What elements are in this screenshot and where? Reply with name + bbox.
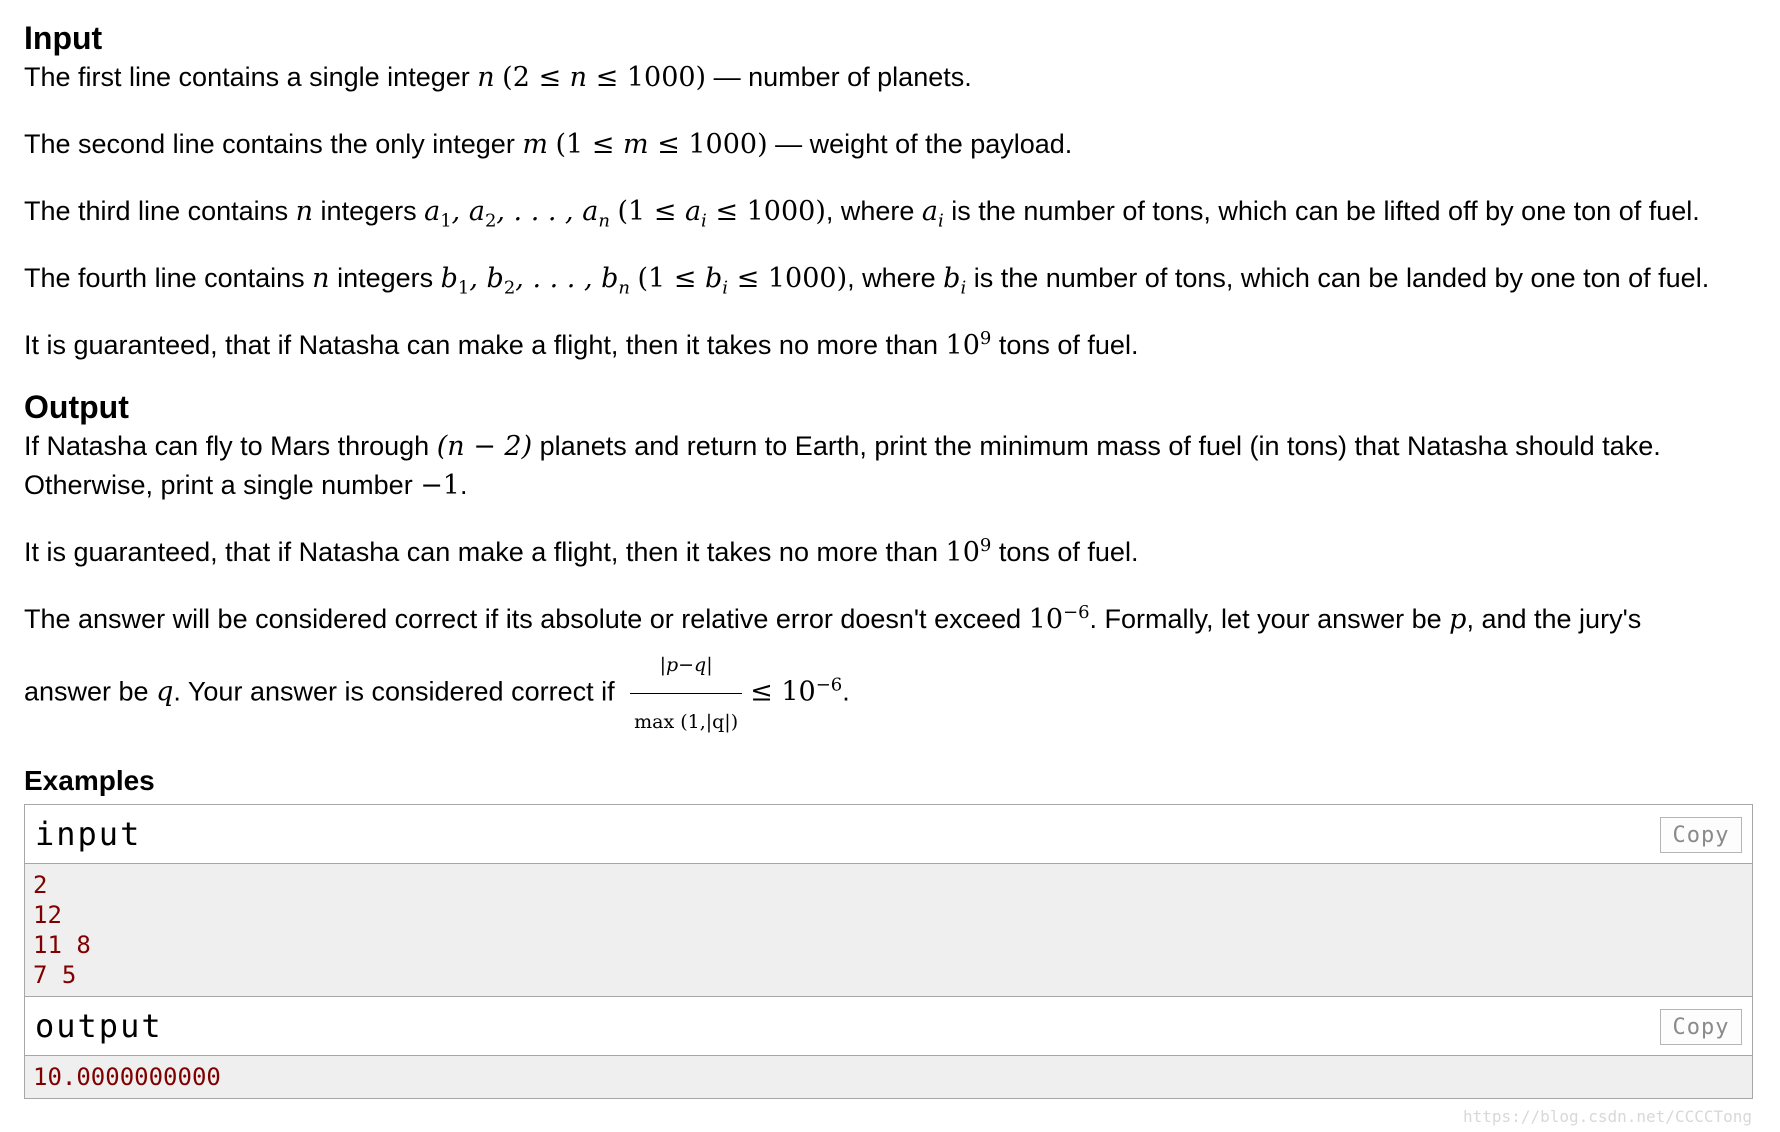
input-line-4: The fourth line contains n integers $b_1$, $b_2$, . . . , $b_n$ $(1 \le b_i \le 1000)$, where $b_i$ is the number of tons, which can be landed by one ton of fuel.: [24, 263, 1710, 299]
example-output-label: output: [35, 1007, 163, 1045]
input-line-1: The first line contains a single integer n (2 ≤ n ≤ 1000) — number of planets.: [24, 62, 972, 93]
copy-input-button[interactable]: Copy: [1660, 817, 1742, 853]
example-input-body: [25, 864, 1752, 996]
example-input-box: [24, 804, 1753, 997]
examples-title: Examples: [24, 765, 155, 796]
output-line-1: If Natasha can fly to Mars through (n − 2) planets and return to Earth, print the minimum mass of fuel (in tons) that Natasha should take.: [24, 431, 1661, 462]
output-section-title: Output: [24, 389, 129, 425]
example-output-body: [25, 1056, 1752, 1098]
example-output-box: [24, 997, 1753, 1099]
output-line-2: Otherwise, print a single number −1.: [24, 470, 468, 501]
error-fraction: $\frac{|p-q|}{\max (1,|q|)}$: [630, 639, 742, 748]
example-input-label: input: [35, 815, 142, 853]
input-line: 11 8: [33, 931, 91, 959]
problem-content: [24, 18, 1754, 1099]
input-line: 7 5: [33, 961, 77, 989]
output-line: 10.0000000000: [33, 1063, 221, 1091]
example-output-header: [25, 997, 1752, 1056]
output-line-3: It is guaranteed, that if Natasha can make a flight, then it takes no more than $10^9$ tons of fuel.: [24, 535, 1139, 568]
input-line-5: It is guaranteed, that if Natasha can make a flight, then it takes no more than $10^9$ tons of fuel.: [24, 328, 1139, 361]
example-input-header: [25, 805, 1752, 864]
input-line-2: The second line contains the only integer m (1 ≤ m ≤ 1000) — weight of the payload.: [24, 129, 1073, 160]
input-line: 12: [33, 901, 62, 929]
input-section-title: Input: [24, 20, 103, 56]
input-line: 2: [33, 871, 48, 899]
output-line-4: The answer will be considered correct if its absolute or relative error doesn't exceed $10^{-6}$. Formally, let your answer be p, and the jury's: [24, 602, 1642, 635]
output-line-5: answer be q. Your answer is considered correct if $\frac{|p-q|}{\max (1,|q|)}$ ≤ $10^{-6}$.: [24, 639, 1754, 748]
input-line-3: The third line contains n integers $a_1$, $a_2$, . . . , $a_n$ $(1 \le a_i \le 1000)$, where $a_i$ is the number of tons, which can be lifted off by one ton of fuel.: [24, 196, 1700, 232]
watermark: https://blog.csdn.net/CCCCTong: [1463, 1107, 1752, 1126]
copy-output-button[interactable]: Copy: [1660, 1009, 1742, 1045]
